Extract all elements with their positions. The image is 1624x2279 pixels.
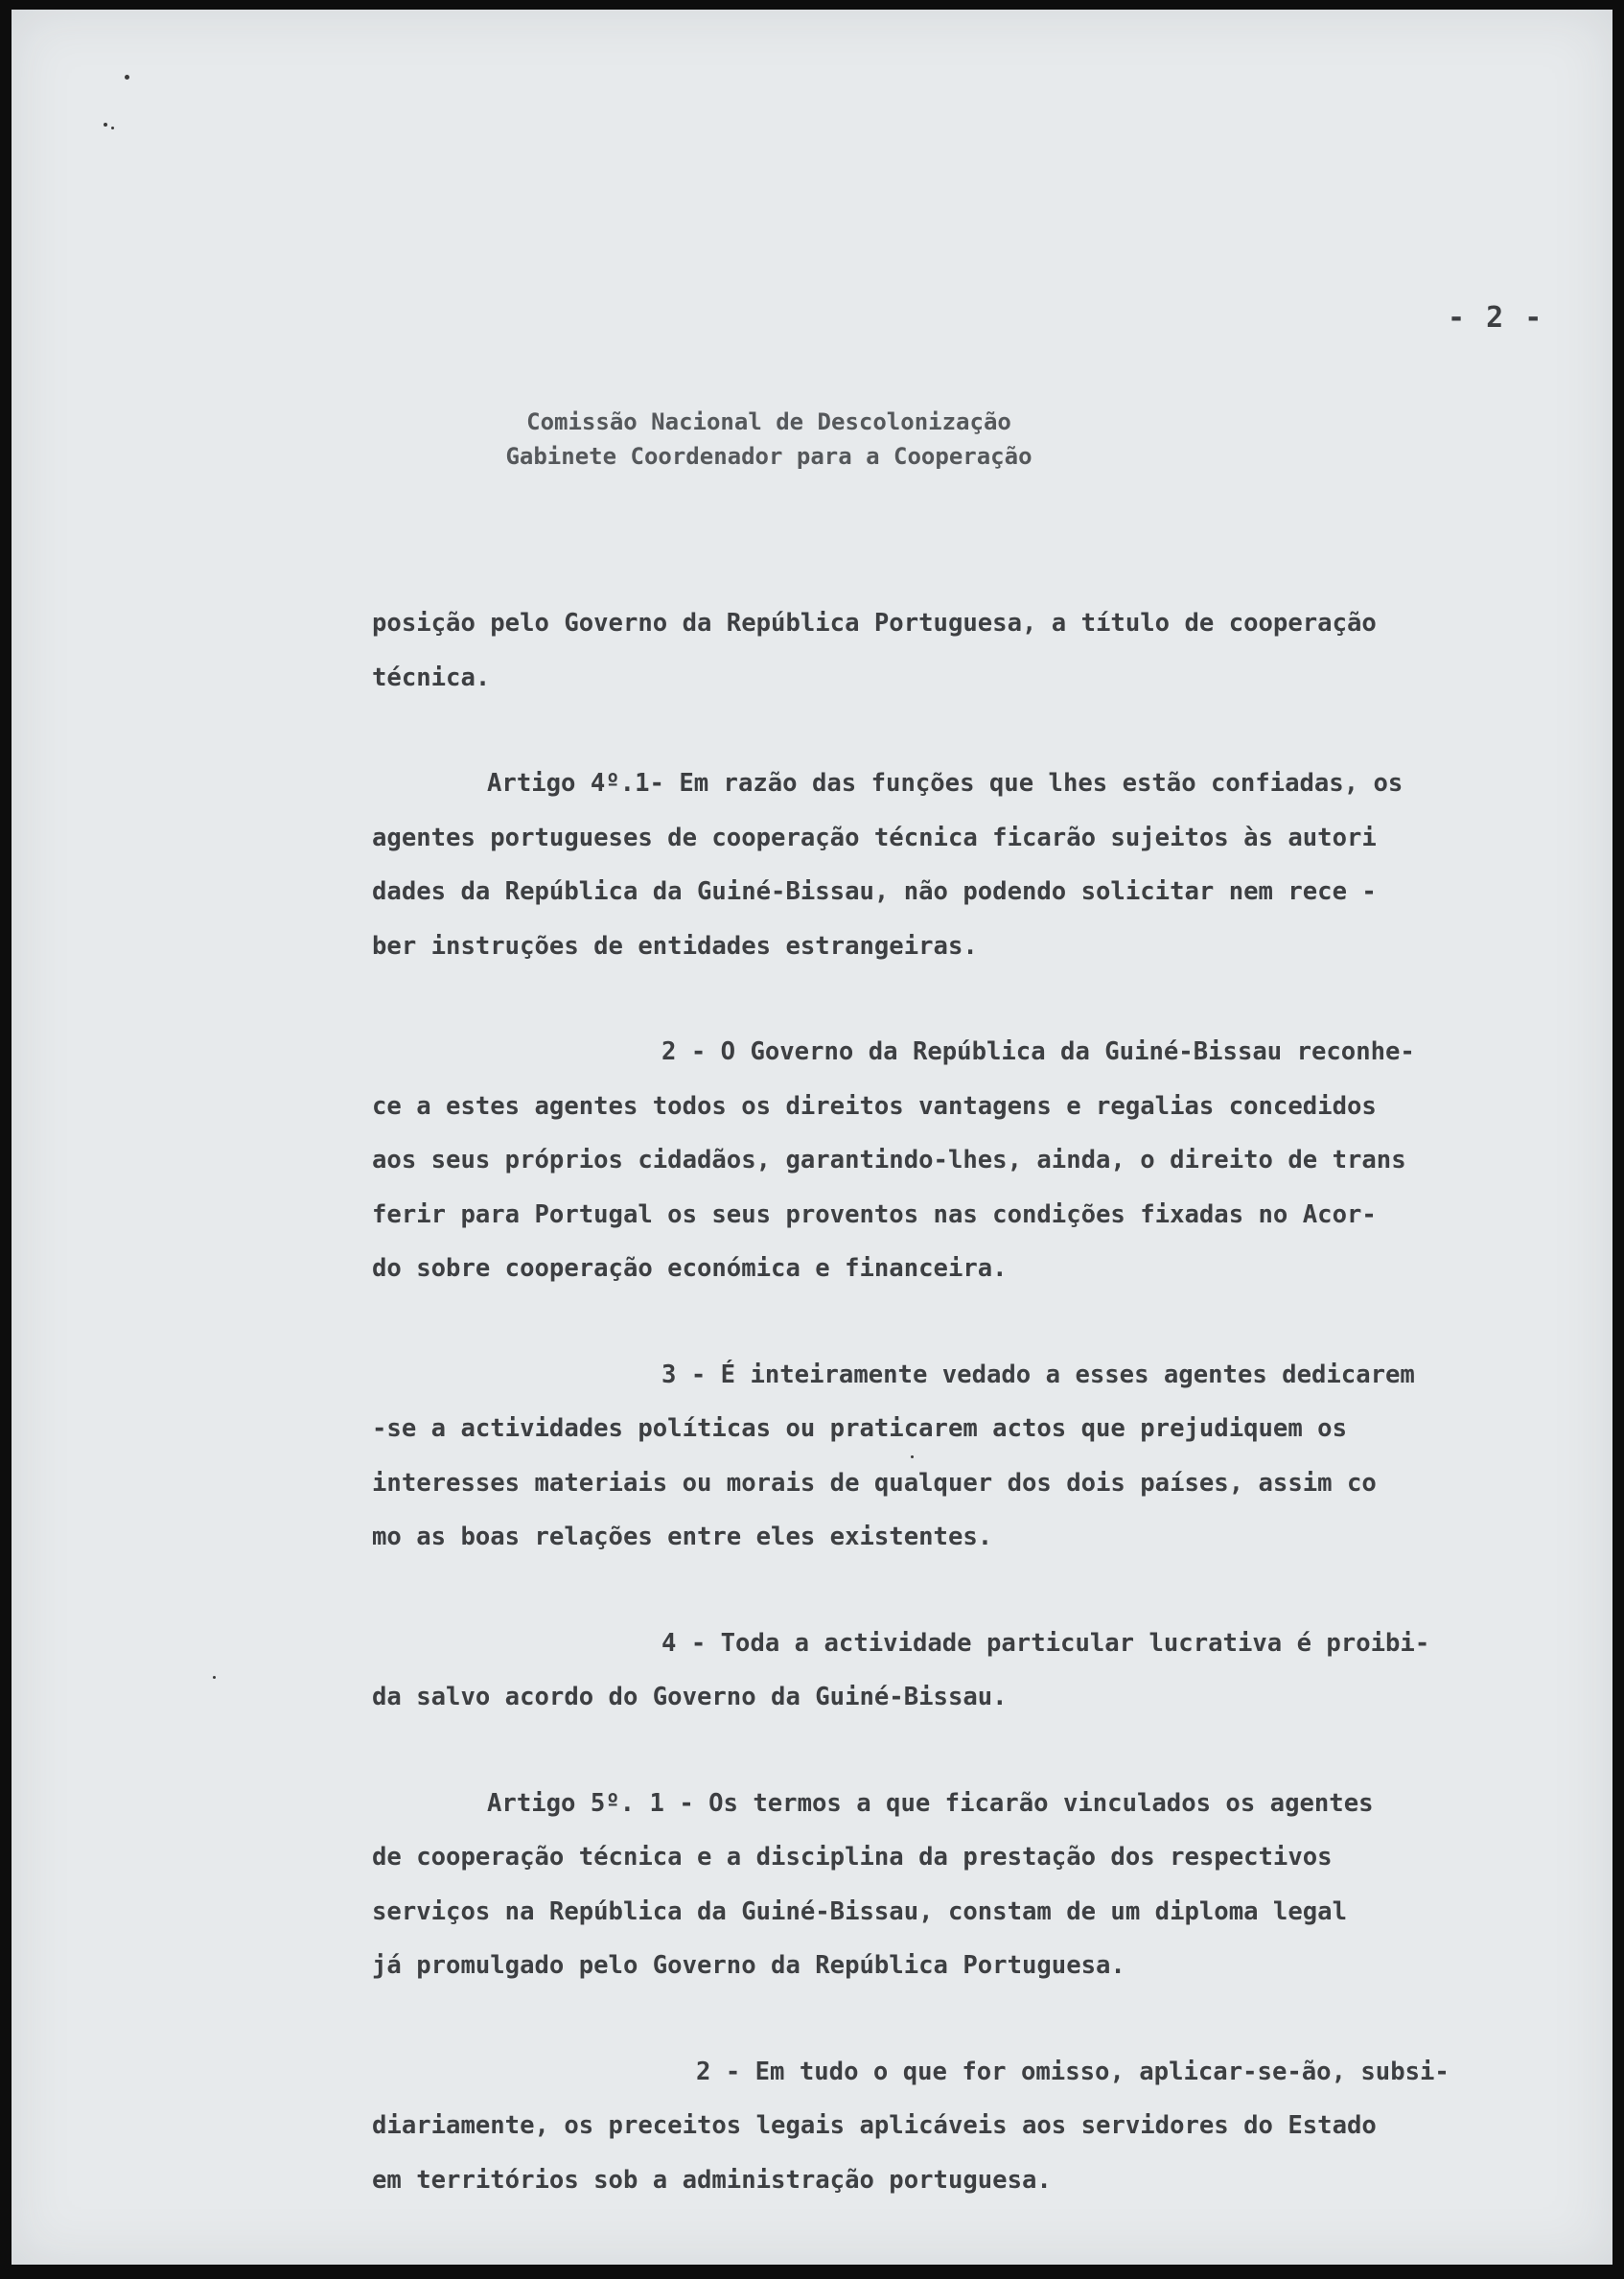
paragraph-artigo-5 [372,1777,1588,1993]
text-line: diariamente, os preceitos legais aplicáveis aos servidores do Estado [372,2111,1377,2140]
text-line: aos seus próprios cidadãos, garantindo-lhes, ainda, o direito de trans [372,1146,1406,1174]
paragraph-item-2 [372,1025,1588,1296]
text-line: ber instruções de entidades estrangeiras. [372,931,978,961]
text-line: ce a estes agentes todos os direitos vantagens e regalias concedidos [372,1091,1377,1121]
ink-speck [111,127,114,129]
text-line: posição pelo Governo da República Portuguesa, a título de cooperação [372,609,1377,638]
paragraph-item-4 [372,1616,1588,1725]
text-line: técnica. [372,663,491,692]
text-line: mo as boas relações entre eles existentes. [372,1523,993,1551]
letterhead [12,405,1612,474]
text-line: dades da República da Guiné-Bissau, não podendo solicitar nem rece - [372,877,1377,906]
text-line: serviços na República da Guiné-Bissau, constam de um diploma legal [372,1896,1347,1926]
text-line: da salvo acordo do Governo da Guiné-Bissau. [372,1683,1008,1711]
paragraph-artigo-4 [372,756,1588,973]
ink-speck [104,123,107,127]
paragraph-artigo-5-item-2 [372,2045,1588,2208]
text-line: agentes portugueses de cooperação técnica ficarão sujeitos às autori [372,823,1377,852]
text-line: 3 - É inteiramente vedado a esses agentes dedicarem [661,1360,1415,1389]
page-number: - 2 - [1448,301,1544,335]
ink-speck [213,1676,216,1679]
text-line: 2 - O Governo da República da Guiné-Bissau reconhe- [661,1037,1415,1066]
text-line: 2 - Em tudo o que for omisso, aplicar-se-ão, subsi- [696,2057,1450,2086]
paragraph [372,596,1588,705]
text-line: Artigo 5º. 1 - Os termos a que ficarão vinculados os agentes [487,1788,1374,1818]
document-page [12,10,1612,2265]
text-line: do sobre cooperação económica e financeira. [372,1254,1008,1283]
text-line: -se a actividades políticas ou praticarem actos que prejudiquem os [372,1414,1347,1443]
text-line: ferir para Portugal os seus proventos nas condições fixadas no Acor- [372,1199,1377,1229]
text-line: 4 - Toda a actividade particular lucrativa é proibi- [661,1628,1430,1658]
text-line: interesses materiais ou morais de qualquer dos dois países, assim co [372,1468,1377,1498]
text-line: já promulgado pelo Governo da República Portuguesa. [372,1951,1125,1980]
paragraph-item-3 [372,1348,1588,1565]
text-line: de cooperação técnica e a disciplina da prestação dos respectivos [372,1843,1333,1872]
letterhead-line-office: Gabinete Coordenador para a Cooperação [505,443,1032,470]
ink-speck [125,75,129,80]
text-line: Artigo 4º.1- Em razão das funções que lhes estão confiadas, os [487,769,1404,798]
letterhead-line-commission: Comissão Nacional de Descolonização [526,408,1011,435]
text-line: em territórios sob a administração portuguesa. [372,2165,1052,2195]
document-body [372,596,1588,2207]
